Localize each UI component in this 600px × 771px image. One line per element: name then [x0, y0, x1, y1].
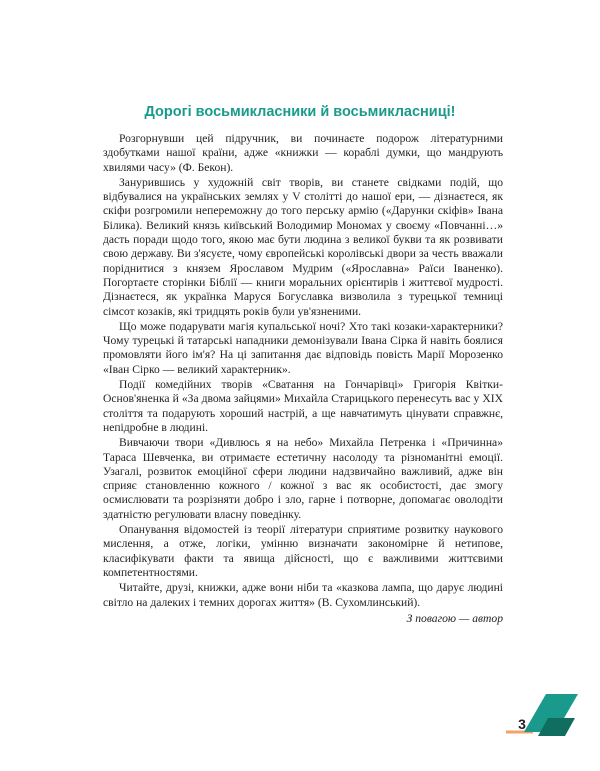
paragraph-poetry-emotions: Вивчаючи твори «Дивлюсь я на небо» Михайла Петренка і «Причинна» Тараса Шевченка, ви отримаєте естетичну насолоду та різноманітні емоції. Узагалі, розвиток емоційної сфери людини надзвичайно важливий, адже він сприяє становленню кожного / кожної з вас як особистості, дає змогу осмислювати та розрізняти добро і зло, гарне і потворне, допомагає оволодіти здатністю регулювати власну поведінку.: [103, 436, 503, 521]
page-number: 3: [518, 716, 526, 732]
signature: З повагою — автор: [406, 611, 503, 625]
paragraph-works-overview: Занурившись у художній світ творів, ви станете свідками подій, що відбувалися на українських землях у V столітті до нашої ери, — дізнаєтеся, як скіфи розгромили непереможну до того перську армію («Дарунки скіфів» Івана Білика). Великий князь київський Володимир Мономах у своєму «Повчанні…» дасть поради щодо того, якою має бути людина з великої букви та як розвивати свою державу. Ви з'ясуєте, чому європейські королівські двори за честь вважали поріднитися з князем Ярославом Мудрим («Ярославна» Раїси Іваненко). Погортаєте сторінки Біблії — книги моральних орієнтирів і життєвої мудрості. Дізнаєтеся, як українка Маруся Богуславка визволила з турецької темниці сімсот козаків, які тридцять років були ув'язненими.: [103, 175, 503, 318]
paragraph-comedies: Події комедійних творів «Сватання на Гончарівці» Григорія Квітки-Основ'яненка й «За двома зайцями» Михайла Старицького перенесуть вас у XIX століття та подарують хороший настрій, а ще навчатимуть цінувати справжнє, непідробне в людині.: [103, 378, 503, 434]
paragraph-intro: Розгорнувши цей підручник, ви починаєте подорож літературними здобутками нашої країни, адже «книжки — кораблі думки, що мандрують хвилями часу» (Ф. Бекон).: [103, 132, 503, 174]
paragraph-literary-theory: Опанування відомостей із теорії літератури сприятиме розвитку наукового мислення, а отже, логіки, умінню визначати закономірне й нетипове, класифікувати факти та явища дійсності, що є важливими життєвими компетентностями.: [103, 523, 503, 579]
paragraph-kupala-night: Що може подарувати магія купальської ночі? Хто такі козаки-характерники? Чому турецькі й татарські нападники демонізували Івана Сірка й навіть боялися промовляти його ім'я? На ці запитання дає відповідь повість Марії Морозенко «Іван Сірко — великий характерник».: [103, 319, 503, 376]
page-title: Дорогі восьмикласники й восьмикласниці!: [144, 104, 456, 120]
paragraph-closing: Читайте, друзі, книжки, адже вони ніби та «казкова лампа, що дарує людині світло на далеких і темних дорогах життя» (В. Сухомлинський).: [103, 581, 503, 609]
